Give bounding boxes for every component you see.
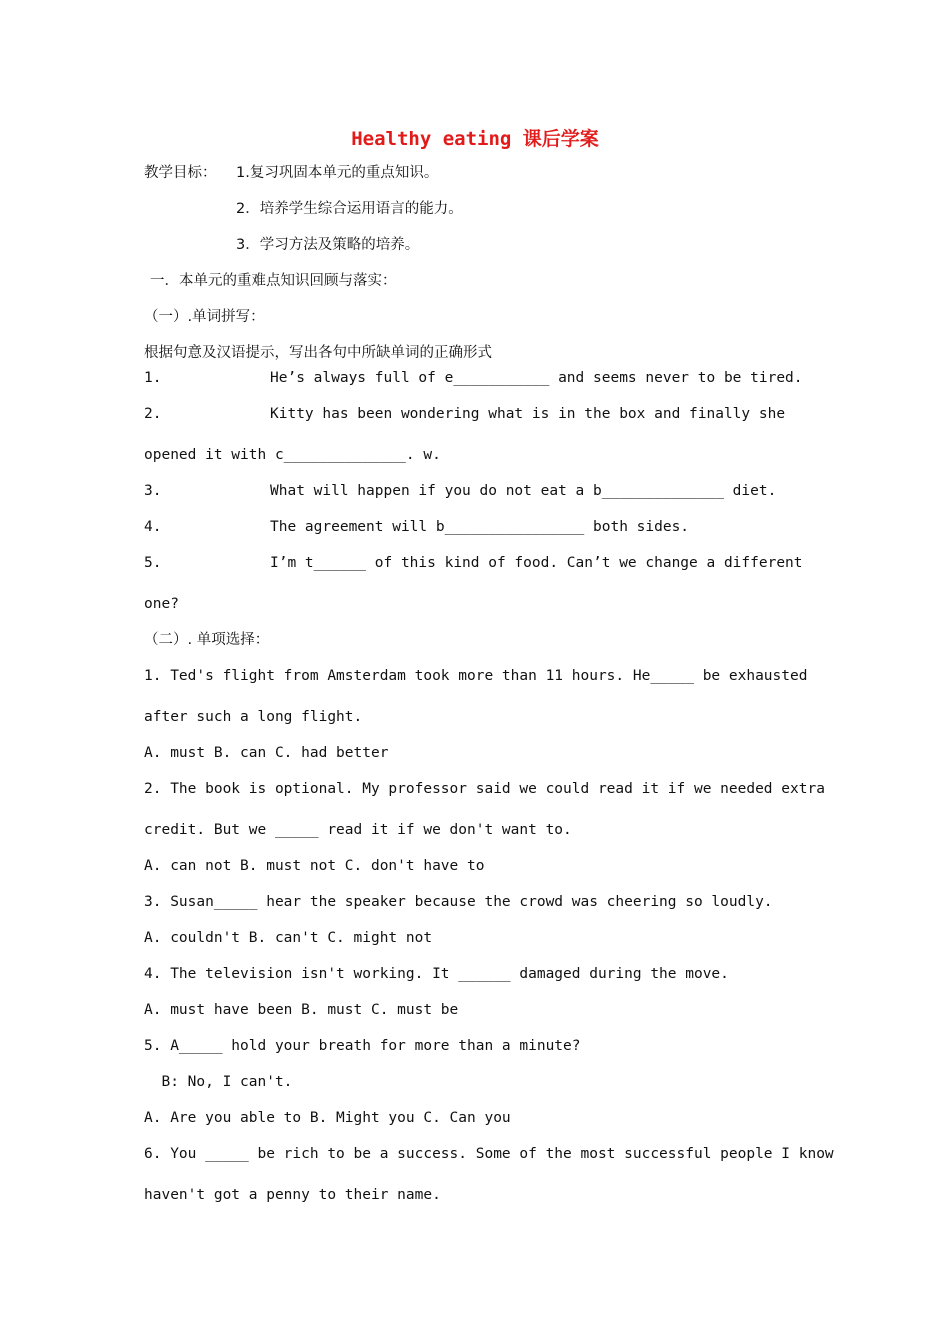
choice-options: A. must have been B. must C. must be: [144, 1002, 459, 1018]
choice-options: A. must B. can C. had better: [144, 745, 389, 761]
spelling-question: The agreement will b________________ both sides.: [270, 519, 690, 535]
item-number: 3.: [144, 483, 162, 499]
spelling-question: Kitty has been wondering what is in the box and finally she: [270, 406, 786, 422]
choice-options: A. couldn't B. can't C. might not: [144, 930, 433, 946]
choice-question: 5. A_____ hold your breath for more than a minute?: [144, 1038, 581, 1054]
choice-question-continued: after such a long flight.: [144, 709, 363, 725]
item-number: 5.: [144, 555, 162, 571]
section-heading: 一．本单元的重难点知识回顾与落实：: [150, 273, 397, 289]
objective-item: 3．学习方法及策略的培养。: [236, 237, 420, 253]
part1-heading: （一）.单词拼写：: [144, 309, 265, 325]
objectives-label: 教学目标：: [144, 165, 217, 181]
choice-question: 3. Susan_____ hear the speaker because the crowd was cheering so loudly.: [144, 894, 773, 910]
choice-question-continued: haven't got a penny to their name.: [144, 1187, 441, 1203]
objective-item: 2．培养学生综合运用语言的能力。: [236, 201, 463, 217]
spelling-question-continued: one?: [144, 596, 179, 612]
part1-instruction: 根据句意及汉语提示，写出各句中所缺单词的正确形式: [144, 345, 492, 361]
choice-question: 4. The television isn't working. It ______ damaged during the move.: [144, 966, 729, 982]
spelling-question-continued: opened it with c______________. w.: [144, 447, 441, 463]
objective-item: 1.复习巩固本单元的重点知识。: [236, 165, 439, 181]
item-number: 4.: [144, 519, 162, 535]
item-number: 2.: [144, 406, 162, 422]
choice-options: A. Are you able to B. Might you C. Can you: [144, 1110, 511, 1126]
choice-question-continued: credit. But we _____ read it if we don't want to.: [144, 822, 572, 838]
part2-heading: （二）. 单项选择：: [144, 632, 270, 648]
page-title: Healthy eating 课后学案: [351, 128, 599, 150]
spelling-question: He’s always full of e___________ and seems never to be tired.: [270, 370, 803, 386]
choice-question-continued: B: No, I can't.: [144, 1074, 293, 1090]
choice-question: 6. You _____ be rich to be a success. Some of the most successful people I know: [144, 1146, 834, 1162]
choice-question: 2. The book is optional. My professor said we could read it if we needed extra: [144, 781, 825, 797]
choice-question: 1. Ted's flight from Amsterdam took more than 11 hours. He_____ be exhausted: [144, 668, 808, 684]
spelling-question: What will happen if you do not eat a b______________ diet.: [270, 483, 777, 499]
choice-options: A. can not B. must not C. don't have to: [144, 858, 485, 874]
spelling-question: I’m t______ of this kind of food. Can’t we change a different: [270, 555, 803, 571]
item-number: 1.: [144, 370, 162, 386]
